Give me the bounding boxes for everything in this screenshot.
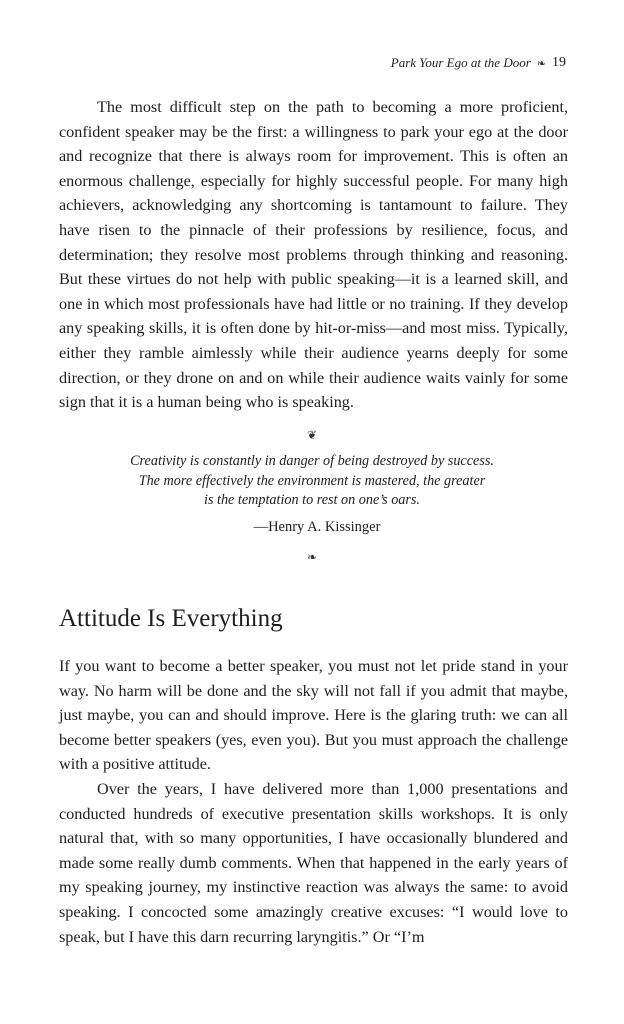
- section-body: [59, 654, 568, 949]
- epigraph-quote: [90, 452, 534, 511]
- section-paragraph-1: If you want to become a better speaker, you must not let pride stand in your way. No harm will be done and the sky will not fall if you admit that maybe, just maybe, you can and should improve. Here is the glaring truth: we can all become better speakers (yes, even you). But you must approach the challenge with a positive attitude.: [59, 657, 568, 774]
- section-paragraph-2: Over the years, I have delivered more than 1,000 presentations and conducted hundreds of executive presentation skills workshops. It is only natural that, with so many opportunities, I have occasionally blundered and made some really dumb comments. When that happened in the early years of my speaking journey, my instinctive reaction was always the same: to avoid speaking. I concocted some amazingly creative excuses: “I would love to speak, but I have this darn recurring laryngitis.” Or “I’m: [59, 779, 568, 946]
- running-header: [391, 55, 566, 71]
- ornament-bottom-icon: ❧: [306, 550, 318, 564]
- ornament-top-icon: ❦: [306, 428, 318, 442]
- running-title: Park Your Ego at the Door: [390, 55, 531, 70]
- paragraph-text: The most difficult step on the path to becoming a more proficient, confident speaker may be the first: a willingness to park your ego at the door and recognize that there is always room for improvement. This is often an enormous challenge, especially for highly successful people. For many high achievers, acknowledging any shortcoming is tantamount to failure. They have risen to the pinnacle of their professions by resilience, focus, and determination; they resolve most problems through thinking and reasoning. But these virtues do not help with public speaking—it is a learned skill, and one in which most professionals have had little or no training. If they develop any speaking skills, it is often done by hit-or-miss—and most miss. Typically, either they ramble aimlessly while their audience yearns deeply for some direction, or they drone on and on while their audience waits vainly for some sign that it is a human being who is speaking.: [59, 98, 568, 412]
- quote-line-2: The more effectively the environment is mastered, the greater: [138, 472, 486, 489]
- page-number: 19: [552, 55, 566, 70]
- section-heading: Attitude Is Everything: [59, 605, 283, 632]
- fleuron-icon: ❧: [536, 57, 546, 70]
- quote-line-1: Creativity is constantly in danger of being destroyed by success.: [130, 453, 494, 469]
- quote-attribution: —Henry A. Kissinger: [253, 519, 381, 535]
- quote-line-3: is the temptation to rest on one’s oars.: [204, 492, 420, 508]
- body-paragraph-1: [59, 95, 568, 415]
